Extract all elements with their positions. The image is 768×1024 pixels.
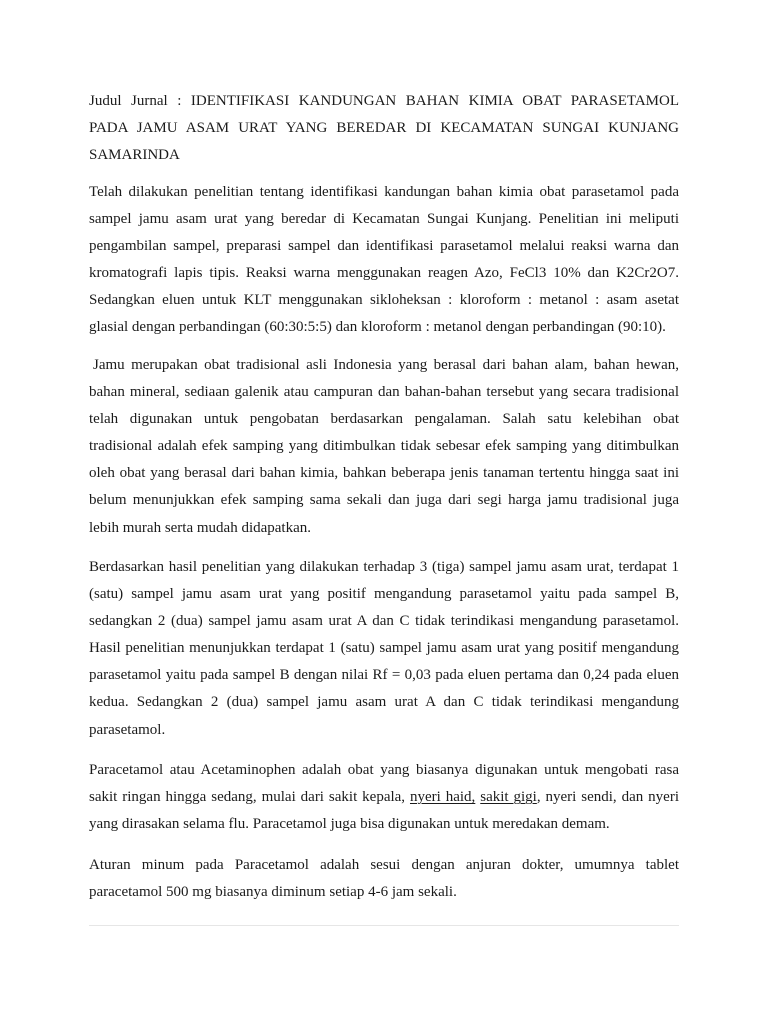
- text-line: Sedangkan eluen untuk KLT menggunakan sikloheksan : kloroform : metanol : asam asetat: [89, 292, 679, 309]
- research-summary-paragraph: [89, 179, 679, 342]
- line-segment: , nyeri sendi, dan nyeri: [536, 789, 680, 806]
- text-line: paracetamol 500 mg biasanya diminum setiap 4-6 jam sekali.: [89, 884, 457, 901]
- results-paragraph: [89, 554, 679, 744]
- text-line: parasetamol yaitu pada sampel B dengan nilai Rf = 0,03 pada eluen pertama dan 0,24 pada eluen: [89, 667, 679, 684]
- text-line: SAMARINDA: [89, 147, 180, 164]
- text-line: parasetamol.: [89, 721, 166, 738]
- text-line: lebih murah serta mudah didapatkan.: [89, 519, 312, 536]
- text-line: yang dirasakan selama flu. Paracetamol juga bisa digunakan untuk meredakan demam.: [89, 816, 610, 833]
- journal-title-paragraph: [89, 88, 679, 169]
- text-line: Berdasarkan hasil penelitian yang dilakukan terhadap 3 (tiga) sampel jamu asam urat, terdapat 1: [89, 559, 679, 575]
- page-bottom-divider: [89, 925, 679, 926]
- text-line: belum menunjukkan efek samping sama sekali dan juga dari segi harga jamu tradisional juga: [89, 492, 679, 509]
- text-line: Telah dilakukan penelitian tentang identifikasi kandungan bahan kimia obat parasetamol pada: [89, 184, 679, 200]
- text-line-with-links: [89, 784, 679, 811]
- text-line: Paracetamol atau Acetaminophen adalah obat yang biasanya digunakan untuk mengobati rasa: [89, 762, 679, 778]
- text-line: pengambilan sampel, preparasi sampel dan identifikasi parasetamol melalui reaksi warna dan: [89, 238, 679, 255]
- text-line: (satu) sampel jamu asam urat yang positif mengandung parasetamol yaitu pada sampel B,: [89, 586, 679, 603]
- text-line: telah digunakan untuk pengobatan berdasarkan pengalaman. Salah satu kelebihan obat: [89, 411, 679, 428]
- text-line: PADA JAMU ASAM URAT YANG BEREDAR DI KECAMATAN SUNGAI KUNJANG: [89, 120, 679, 137]
- line-segment: sakit ringan hingga sedang, mulai dari sakit kepala,: [89, 789, 410, 806]
- paracetamol-usage-paragraph: [89, 757, 679, 838]
- text-line: Jamu merupakan obat tradisional asli Indonesia yang berasal dari bahan alam, bahan hewan,: [93, 357, 679, 373]
- text-line: glasial dengan perbandingan (60:30:5:5) dan kloroform : metanol dengan perbandingan (90:10).: [89, 319, 666, 336]
- text-line: sedangkan 2 (dua) sampel jamu asam urat A dan C tidak terindikasi mengandung parasetamol.: [89, 613, 679, 630]
- text-line: tradisional adalah efek samping yang ditimbulkan tidak sebesar efek samping yang ditimbulkan: [89, 438, 679, 455]
- text-line: Hasil penelitian menunjukkan terdapat 1 (satu) sampel jamu asam urat yang positif mengandung: [89, 640, 679, 657]
- link-nyeri-haid[interactable]: nyeri haid,: [409, 789, 476, 806]
- jamu-definition-paragraph: [89, 352, 679, 542]
- dosage-paragraph: [89, 852, 679, 906]
- text-line: kedua. Sedangkan 2 (dua) sampel jamu asam urat A dan C tidak terindikasi mengandung: [89, 694, 679, 711]
- text-line: kromatografi lapis tipis. Reaksi warna menggunakan reagen Azo, FeCl3 10% dan K2Cr2O7.: [89, 265, 679, 282]
- text-line: Judul Jurnal : IDENTIFIKASI KANDUNGAN BAHAN KIMIA OBAT PARASETAMOL: [89, 93, 679, 109]
- text-line: Aturan minum pada Paracetamol adalah sesui dengan anjuran dokter, umumnya tablet: [89, 857, 679, 873]
- text-line: bahan mineral, sediaan galenik atau campuran dan bahan-bahan tersebut yang secara tradisional: [89, 384, 679, 401]
- text-line: sampel jamu asam urat yang beredar di Kecamatan Sungai Kunjang. Penelitian ini meliputi: [89, 211, 679, 228]
- text-line: oleh obat yang berasal dari bahan kimia, bahkan beberapa jenis tanaman tertentu hingga saat ini: [89, 465, 679, 482]
- link-sakit-gigi[interactable]: sakit gigi: [480, 789, 537, 806]
